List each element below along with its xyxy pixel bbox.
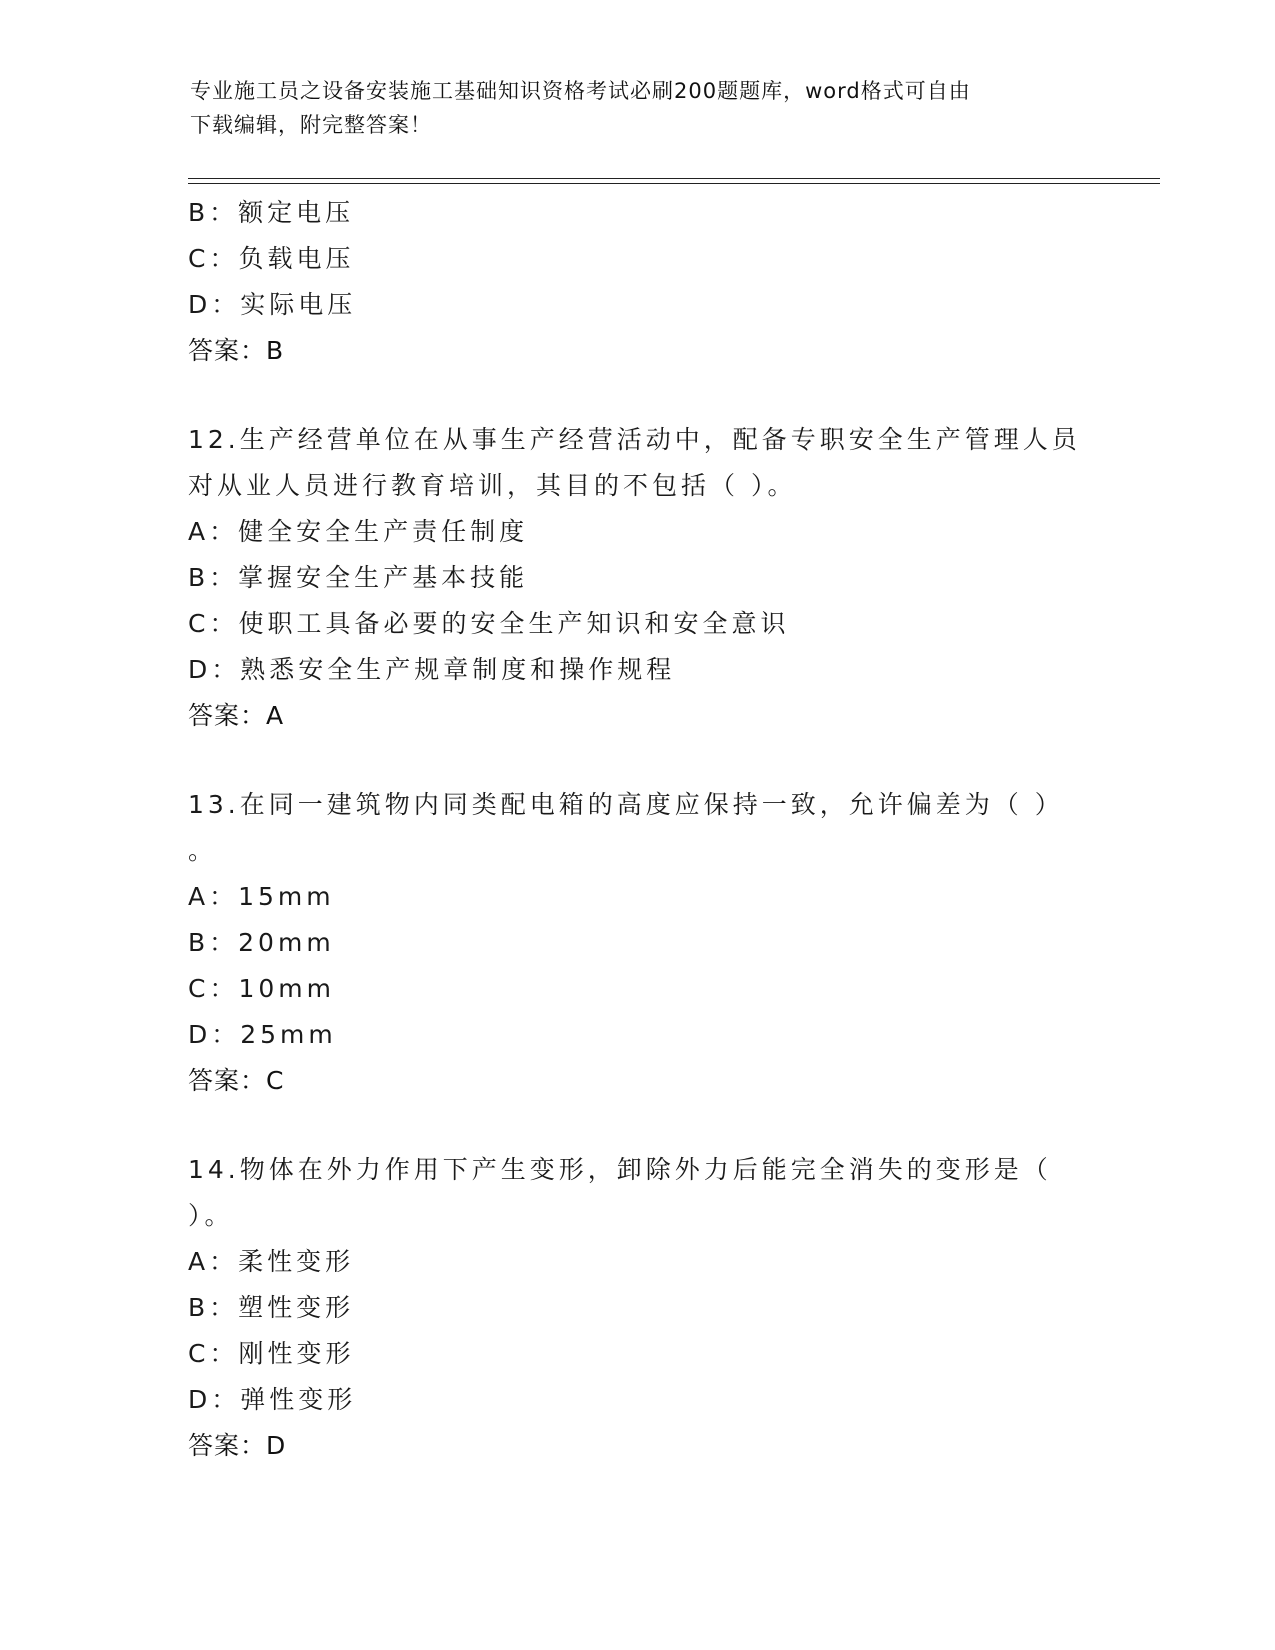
option-d: D：实际电压 xyxy=(188,290,357,319)
option-b: B：塑性变形 xyxy=(188,1293,355,1322)
question-stem-line: 13.在同一建筑物内同类配电箱的高度应保持一致，允许偏差为（ ） xyxy=(188,790,1064,819)
header-line-1: 专业施工员之设备安装施工基础知识资格考试必刷200题题库，word格式可自由 xyxy=(190,79,971,103)
answer-line: 答案：B xyxy=(188,336,285,365)
question-stem-line: ）。 xyxy=(188,1201,234,1230)
header-divider-bottom xyxy=(188,183,1160,184)
answer-line: 答案：D xyxy=(188,1431,287,1460)
question-13 xyxy=(188,782,1088,1104)
question-list xyxy=(188,190,1088,1469)
option-b: B：20mm xyxy=(188,928,335,957)
question-stem xyxy=(188,417,1088,509)
answer-line: 答案：A xyxy=(188,701,285,730)
option-b: B：掌握安全生产基本技能 xyxy=(188,563,529,592)
option-a: A：15mm xyxy=(188,882,335,911)
option-a: A：柔性变形 xyxy=(188,1247,355,1276)
option-d: D：弹性变形 xyxy=(188,1385,357,1414)
question-12 xyxy=(188,417,1088,739)
option-c: C：使职工具备必要的安全生产知识和安全意识 xyxy=(188,609,790,638)
option-b: B：额定电压 xyxy=(188,198,355,227)
question-stem-line: 14.物体在外力作用下产生变形，卸除外力后能完全消失的变形是（ xyxy=(188,1155,1052,1184)
option-d: D：25mm xyxy=(188,1020,337,1049)
question-stem-line: 对从业人员进行教育培训，其目的不包括（ ）。 xyxy=(188,471,797,500)
header-line-2: 下载编辑，附完整答案！ xyxy=(190,113,432,137)
question-14 xyxy=(188,1147,1088,1469)
question-11-continuation xyxy=(188,190,1088,374)
question-stem xyxy=(188,1147,1088,1239)
answer-line: 答案：C xyxy=(188,1066,285,1095)
option-a: A：健全安全生产责任制度 xyxy=(188,517,529,546)
option-c: C：刚性变形 xyxy=(188,1339,355,1368)
option-c: C：负载电压 xyxy=(188,244,355,273)
question-stem xyxy=(188,782,1088,874)
option-d: D：熟悉安全生产规章制度和操作规程 xyxy=(188,655,676,684)
question-stem-line: 12.生产经营单位在从事生产经营活动中，配备专职安全生产管理人员 xyxy=(188,425,1081,454)
header-divider-top xyxy=(188,178,1160,179)
question-stem-line: 。 xyxy=(188,836,218,865)
option-c: C：10mm xyxy=(188,974,335,1003)
document-header xyxy=(190,74,1070,142)
